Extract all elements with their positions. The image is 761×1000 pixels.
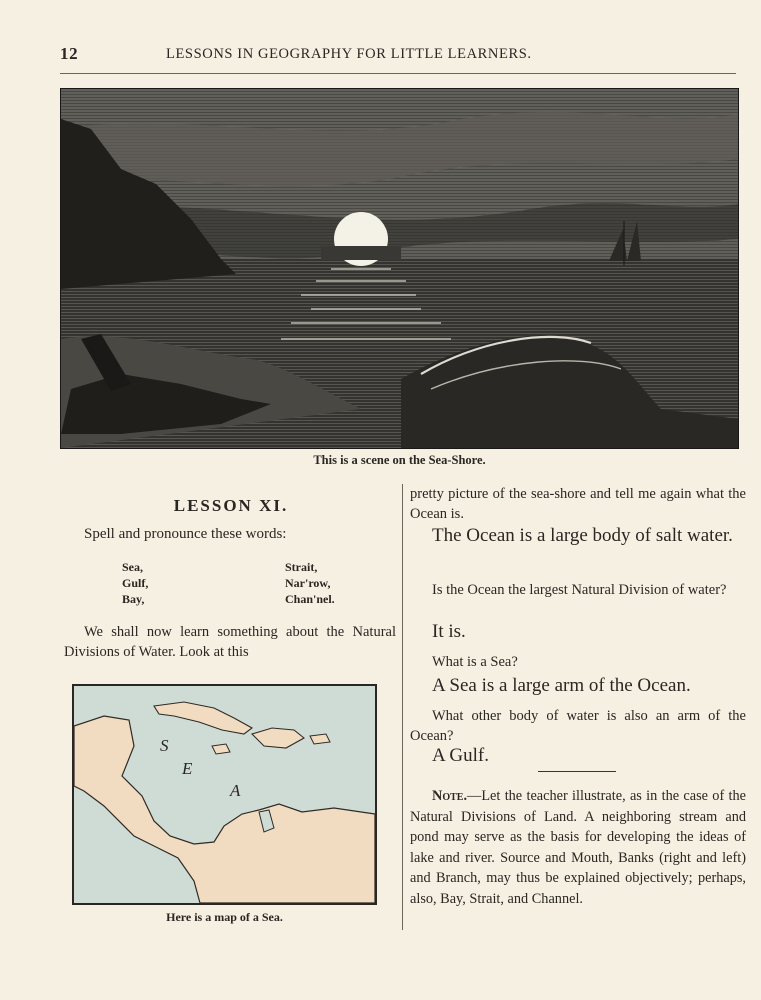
page-number: 12 — [60, 44, 79, 63]
teacher-note — [410, 786, 746, 909]
page-header — [60, 44, 740, 68]
header-rule — [60, 73, 736, 74]
map-label-s: S — [160, 736, 169, 755]
question-gulf: What other body of water is also an arm of the Ocean? — [410, 708, 746, 744]
lesson-paragraph: We shall now learn something about the Natural Divisions of Water. Look at this — [64, 624, 396, 660]
sea-shore-illustration — [60, 88, 739, 449]
sea-map-drawing — [74, 686, 375, 903]
sea-map — [72, 684, 377, 905]
continuation-text: pretty picture of the sea-shore and tell me again what the Ocean is. — [410, 486, 746, 522]
note-label: Note. — [432, 788, 468, 804]
answer-ocean: The Ocean is a large body of salt water. — [432, 525, 733, 546]
sea-shore-engraving — [61, 89, 738, 448]
question-largest: Is the Ocean the largest Natural Division of water? — [432, 582, 727, 598]
spelling-word: Bay, — [122, 592, 145, 606]
answer-sea: A Sea is a large arm of the Ocean. — [432, 675, 691, 696]
note-text: —Let the teacher illustrate, as in the case of the Natural Divisions of Land. A neighboring stream and pond may serve as the basis for developing the ideas of lake and river. Source and Mouth, Banks (right and left) and Branch, may thus be explained objectively; perhaps, also, Bay, Strait, and Channel. — [410, 788, 746, 907]
map-caption: Here is a map of a Sea. — [166, 910, 283, 924]
column-divider — [402, 484, 403, 930]
section-divider — [538, 771, 616, 772]
illustration-caption: This is a scene on the Sea-Shore. — [313, 453, 486, 467]
spelling-word: Nar'row, — [285, 576, 331, 590]
spelling-word: Gulf, — [122, 576, 149, 590]
map-label-e: E — [182, 759, 193, 778]
spelling-word: Chan'nel. — [285, 592, 335, 606]
spelling-word: Strait, — [285, 560, 318, 574]
running-head: LESSONS IN GEOGRAPHY FOR LITTLE LEARNERS. — [166, 46, 532, 62]
map-label-a: A — [230, 781, 241, 800]
lesson-title: LESSON XI. — [173, 496, 289, 515]
answer-gulf: A Gulf. — [432, 745, 489, 766]
spell-instruction: Spell and pronounce these words: — [84, 526, 287, 542]
question-sea: What is a Sea? — [432, 654, 518, 670]
answer-it-is: It is. — [432, 621, 466, 642]
spelling-word: Sea, — [122, 560, 143, 574]
